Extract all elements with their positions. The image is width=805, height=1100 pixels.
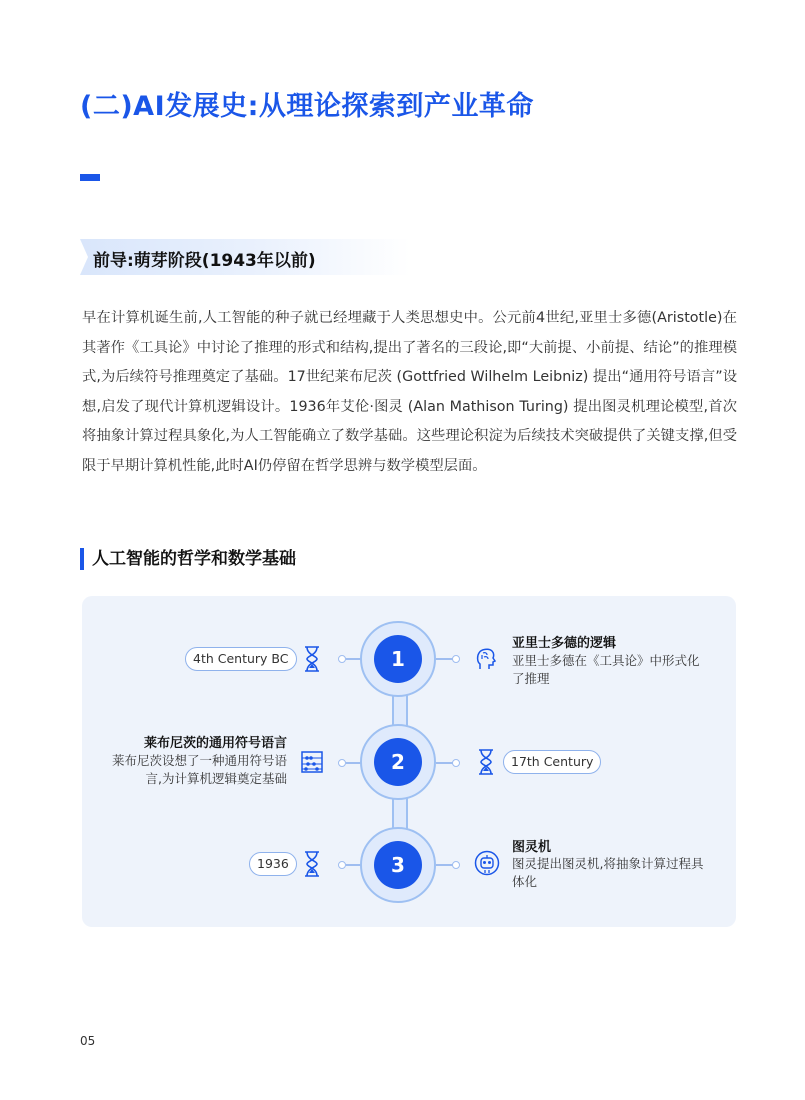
page-title: (二)AI发展史:从理论探索到产业革命 xyxy=(80,91,534,122)
brain-head-icon xyxy=(476,647,496,671)
timeline-node-1 xyxy=(360,621,436,697)
section-banner-title: 前导:萌芽阶段(1943年以前) xyxy=(93,251,316,271)
timeline-info-title-3: 图灵机 xyxy=(512,840,552,855)
timeline-info-title-2: 莱布尼茨的通用符号语言 xyxy=(143,736,287,751)
timeline-time-pill-3: 1936 xyxy=(249,852,297,876)
hourglass-icon xyxy=(304,851,320,877)
timeline-time-pill-2: 17th Century xyxy=(503,750,601,774)
abacus-icon xyxy=(300,750,324,774)
page-number: 05 xyxy=(80,1034,96,1048)
timeline-node-number: 3 xyxy=(374,841,422,889)
timeline-dot xyxy=(452,861,460,869)
timeline-node-number: 2 xyxy=(374,738,422,786)
timeline-time-pill-1: 4th Century BC xyxy=(185,647,297,671)
title-accent-bar xyxy=(80,174,100,181)
hourglass-icon xyxy=(304,646,320,672)
timeline-info-title-1: 亚里士多德的逻辑 xyxy=(512,636,617,651)
timeline-info-desc-2: 莱布尼茨设想了一种通用符号语言,为计算机逻辑奠定基础 xyxy=(112,753,288,786)
timeline-node-2 xyxy=(360,724,436,800)
intro-paragraph: 早在计算机诞生前,人工智能的种子就已经埋藏于人类思想史中。公元前4世纪,亚里士多德(Aristotle)在其著作《工具论》中讨论了推理的形式和结构,提出了著名的三段论,即“大前提、小前提、结论”的推理模式,为后续符号推理奠定了基础。17世纪莱布尼茨 (Gottfried Wilhelm Leibniz) 提出“通用符号语言”设想,启发了现代计算机逻辑设计。1936年艾伦·图灵 (Alan Mathison Turing) 提出图灵机理论模型,首次将抽象计算过程具象化,为人工智能确立了数学基础。这些理论积淀为后续技术突破提供了关键支撑,但受限于早期计算机性能,此时AI仍停留在哲学思辨与数学模型层面。 xyxy=(82,310,737,474)
banner-notch xyxy=(80,239,88,275)
timeline-dot xyxy=(338,861,346,869)
timeline-heading: 人工智能的哲学和数学基础 xyxy=(80,548,296,570)
timeline-info-desc-1: 亚里士多德在《工具论》中形式化了推理 xyxy=(512,653,700,686)
timeline-info-desc-3: 图灵提出图灵机,将抽象计算过程具体化 xyxy=(512,856,704,889)
timeline-node-number: 1 xyxy=(374,635,422,683)
timeline-dot xyxy=(338,759,346,767)
robot-head-icon xyxy=(474,850,500,876)
timeline-node-3 xyxy=(360,827,436,903)
timeline-dot xyxy=(338,655,346,663)
section-banner xyxy=(80,239,410,275)
timeline-panel xyxy=(82,596,736,927)
timeline-dot xyxy=(452,759,460,767)
timeline-link-2-3 xyxy=(392,798,408,830)
hourglass-icon xyxy=(478,749,494,775)
timeline-dot xyxy=(452,655,460,663)
timeline-link-1-2 xyxy=(392,694,408,726)
